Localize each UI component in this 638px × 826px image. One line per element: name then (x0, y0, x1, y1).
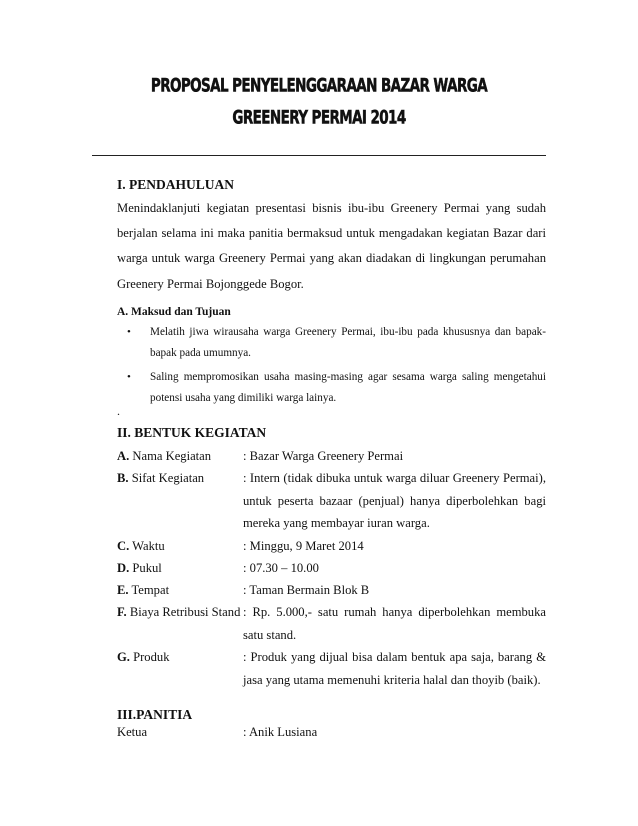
row-label: Waktu (129, 539, 165, 553)
row-letter: C. (117, 539, 130, 553)
section-heading-panitia: III.PANITIA (117, 707, 193, 722)
sub-heading-maksud-tujuan: A. Maksud dan Tujuan (117, 306, 231, 318)
document-title-line-1: PROPOSAL PENYELENGGARAAN BAZAR WARGA (150, 75, 488, 97)
stray-dot: . (117, 404, 120, 418)
intro-paragraph (117, 196, 546, 297)
row-value-line: : Taman Bermain Blok B (243, 583, 370, 597)
row-value-line: satu stand. (243, 627, 297, 642)
row-label: Nama Kegiatan (129, 449, 212, 463)
row-label: Sifat Kegiatan (128, 471, 205, 485)
row-label: Biaya Retribusi Stand (126, 605, 241, 619)
title-divider (92, 155, 546, 156)
paragraph-line: Menindaklanjuti kegiatan presentasi bisnis ibu-ibu Greenery Permai yang sudah (117, 201, 546, 215)
row-letter: G. (117, 650, 130, 664)
paragraph-line: berjalan selama ini maka panitia bermaksud untuk mengadakan kegiatan Bazar dari (117, 226, 546, 241)
row-value-line: : Intern (tidak dibuka untuk warga diluar Greenery Permai), (243, 471, 546, 485)
row-value-line: : 07.30 – 10.00 (243, 561, 319, 575)
section-heading-pendahuluan: I. PENDAHULUAN (117, 177, 235, 192)
row-letter: F. (117, 605, 127, 619)
row-value-line: : Bazar Warga Greenery Permai (243, 449, 404, 463)
bullet-line: Saling mempromosikan usaha masing-masing agar sesama warga saling mengetahui (150, 371, 546, 383)
row-value-line: mereka yang membayar iuran warga. (243, 516, 430, 530)
bullet-item (127, 367, 546, 411)
bullet-line: Melatih jiwa wirausaha warga Greenery Permai, ibu-ibu pada khususnya dan bapak- (150, 326, 546, 338)
bullet-item (127, 322, 546, 366)
row-letter: D. (117, 561, 130, 575)
row-label: Ketua (117, 725, 148, 739)
row-value-line: : Anik Lusiana (243, 725, 318, 739)
bullet-line: bapak pada umumnya. (150, 346, 251, 359)
row-value-line: untuk peserta bazaar (penjual) hanya diperbolehkan bagi (243, 493, 546, 508)
row-value-line: : Minggu, 9 Maret 2014 (243, 539, 364, 553)
bullet-icon: • (127, 326, 131, 338)
row-label: Produk (129, 650, 170, 664)
document-title-line-2: GREENERY PERMAI 2014 (232, 107, 406, 129)
bullet-line: potensi usaha yang dimiliki warga lainya. (150, 391, 337, 404)
row-letter: A. (117, 449, 130, 463)
section-heading-bentuk-kegiatan: II. BENTUK KEGIATAN (117, 425, 267, 440)
row-letter: E. (117, 583, 129, 597)
bullet-icon: • (127, 371, 131, 383)
row-value-line: : Produk yang dijual bisa dalam bentuk apa saja, barang & (243, 650, 546, 664)
row-letter: B. (117, 471, 129, 485)
row-value-line: jasa yang utama memenuhi kriteria halal dan thoyib (baik). (243, 672, 541, 687)
row-label: Pukul (129, 561, 162, 575)
paragraph-line: Greenery Permai Bojonggede Bogor. (117, 276, 304, 291)
row-value-line: : Rp. 5.000,- satu rumah hanya diperbolehkan membuka (243, 605, 546, 619)
row-label: Tempat (128, 583, 170, 597)
paragraph-line: warga untuk warga Greenery Permai yang akan diadakan di lingkungan perumahan (117, 251, 546, 266)
